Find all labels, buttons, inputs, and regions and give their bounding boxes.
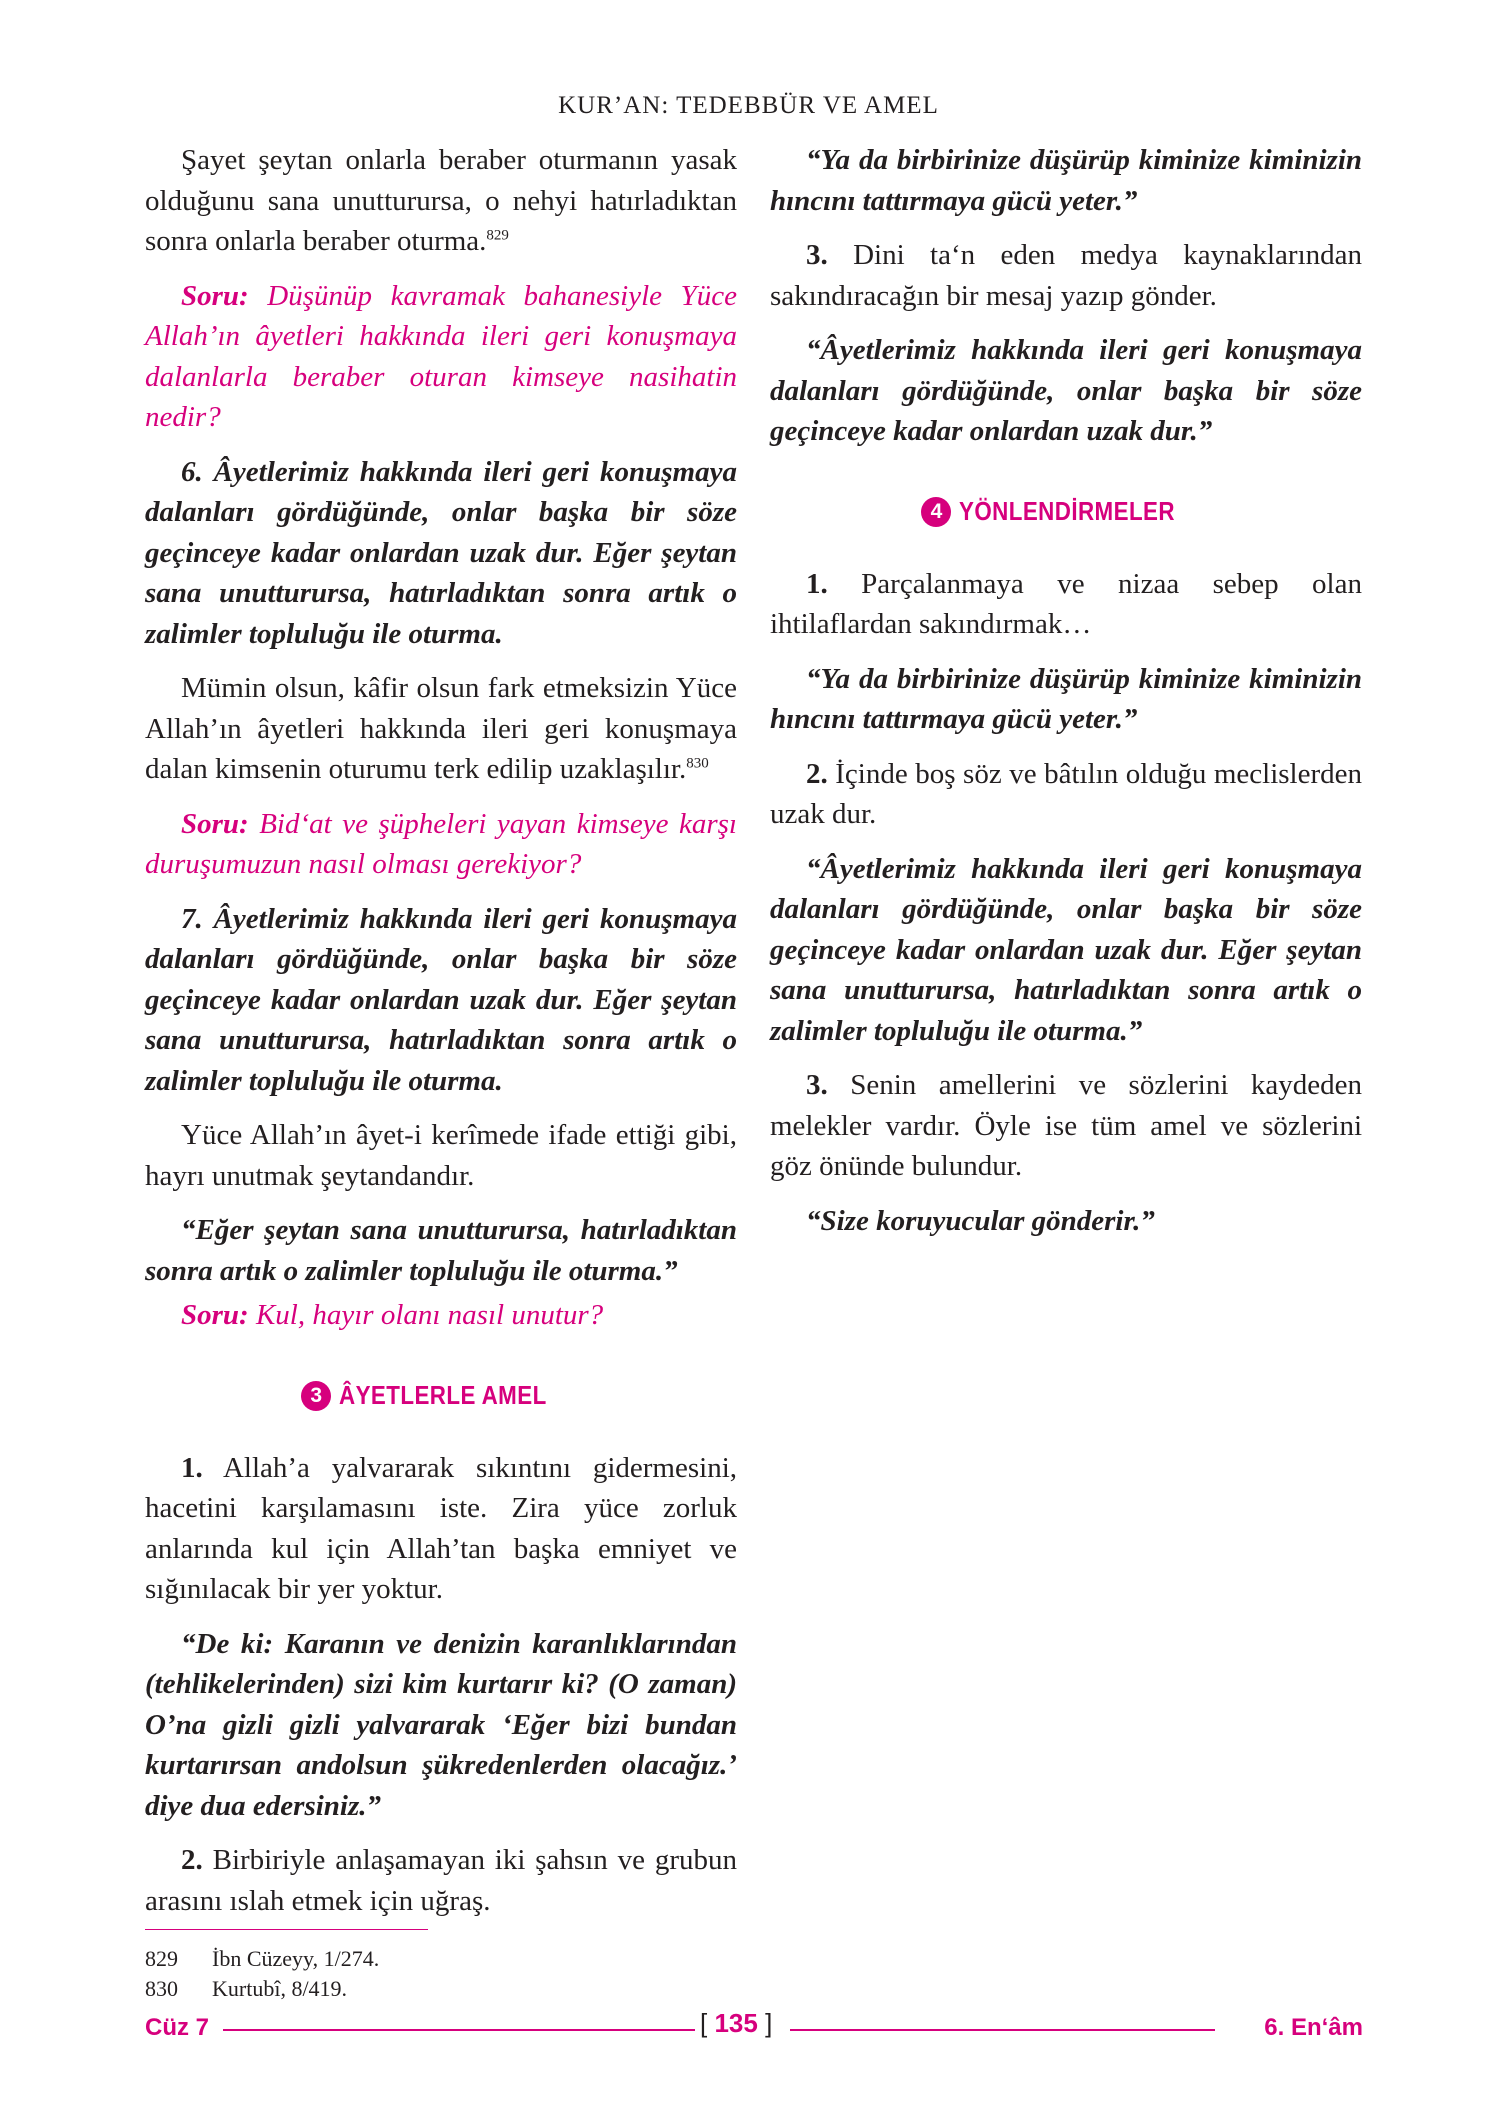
footer-rule-right (790, 2029, 1215, 2031)
section-title: ÂYETLERLE AMEL (339, 1380, 547, 1410)
section-number-badge: 3 (301, 1381, 331, 1411)
footnotes (145, 1944, 379, 2004)
item-text: Allah’a yalvararak sıkıntını gidermesini, hacetini karşılamasını iste. Zira yüce zorluk anlarında kul için Allah’tan başka emniyet ve sığınılacak bir yer yoktur. (145, 1451, 737, 1605)
question-label: Soru: (181, 279, 249, 312)
list-item (770, 235, 1362, 316)
bracket-open: [ (700, 2008, 708, 2038)
section-heading-3 (145, 1376, 737, 1416)
page-number-value: 135 (714, 2008, 758, 2038)
verse-block: 6. Âyetlerimiz hakkında ileri geri konuşmaya dalanları gördüğünde, onlar başka bir söze geçinceye kadar onlardan uzak dur. Eğer şeytan sana unutturursa, hatırladıktan sonra artık o zalimler topluluğu ile oturma. (145, 455, 737, 650)
question-label: Soru: (181, 1299, 249, 1331)
question-text: Bid‘at ve şüpheleri yayan kimseye karşı duruşumuzun nasıl olması gerekiyor? (145, 807, 737, 880)
right-column (770, 140, 1362, 1255)
footnote-text: Kurtubî, 8/419. (212, 1976, 348, 2001)
footnote (145, 1944, 379, 1974)
quote: “Âyetlerimiz hakkında ileri geri konuşmaya dalanları gördüğünde, onlar başka bir söze geçinceye kadar onlardan uzak dur. Eğer şeytan sana unutturursa, hatırladıktan sonra artık o zalimler topluluğu ile oturma.” (770, 852, 1362, 1047)
paragraph-text: Şayet şeytan onlarla beraber oturmanın yasak olduğunu sana unutturursa, o nehyi hatırladıktan sonra onlarla beraber oturma. (145, 144, 737, 257)
list-item (145, 1448, 737, 1610)
footnote-ref: 830 (686, 755, 709, 772)
footnote-text: İbn Cüzeyy, 1/274. (212, 1946, 380, 1971)
item-number: 3. (806, 239, 828, 271)
quote: “Âyetlerimiz hakkında ileri geri konuşmaya dalanları gördüğünde, onlar başka bir söze geçinceye kadar onlardan uzak dur.” (770, 334, 1362, 447)
footnote-number: 830 (145, 1976, 178, 2001)
item-text: Parçalanmaya ve nizaa sebep olan ihtilaflardan sakındırmak… (770, 567, 1362, 640)
quote: “Eğer şeytan sana unutturursa, hatırladıktan sonra artık o zalimler topluluğu ile oturma.” (145, 1214, 737, 1287)
item-number: 2. (806, 757, 828, 790)
question-text: Düşünüp kavramak bahanesiyle Yüce Allah’ın âyetleri hakkında ileri geri konuşmaya dalanlarla beraber oturan kimseye nasihatin nedir? (145, 279, 737, 433)
footnote-divider (145, 1929, 428, 1930)
surah-label: 6. En‘âm (1264, 2014, 1363, 2041)
quote: “Ya da birbirinize düşürüp kiminize kiminizin hıncını tattırmaya gücü yeter.” (770, 662, 1362, 735)
paragraph (145, 668, 737, 790)
section-title: YÖNLENDİRMELER (959, 496, 1176, 526)
item-text: Dini ta‘n eden medya kaynaklarından sakındıracağın bir mesaj yazıp gönder. (770, 239, 1362, 312)
juz-label: Cüz 7 (145, 2014, 210, 2041)
question (145, 276, 737, 438)
running-head: KUR’AN: TEDEBBÜR VE AMEL (558, 92, 939, 119)
page-number (700, 2008, 772, 2039)
paragraph-text: Mümin olsun, kâfir olsun fark etmeksizin Yüce Allah’ın âyetleri hakkında ileri geri konuşmaya dalan kimsenin oturumu terk edilip uzaklaşılır. (145, 672, 737, 785)
question (145, 1295, 737, 1336)
list-item (770, 1065, 1362, 1187)
quote: “Size koruyucular gönderir.” (806, 1204, 1155, 1237)
list-item (770, 754, 1362, 835)
question (145, 804, 737, 885)
list-item (145, 1840, 737, 1921)
left-column (145, 140, 737, 1935)
question-label: Soru: (181, 807, 249, 840)
footer-rule-left (223, 2029, 695, 2031)
section-heading-4 (770, 492, 1362, 532)
footnote (145, 1974, 379, 2004)
item-number: 3. (806, 1069, 828, 1101)
paragraph: Yüce Allah’ın âyet-i kerîmede ifade ettiği gibi, hayrı unutmak şeytandandır. (145, 1119, 737, 1192)
question-text: Kul, hayır olanı nasıl unutur? (248, 1299, 604, 1331)
quote: “Ya da birbirinize düşürüp kiminize kiminizin hıncını tattırmaya gücü yeter.” (770, 144, 1362, 217)
quote: “De ki: Karanın ve denizin karanlıklarından (tehlikelerinden) sizi kim kurtarır ki? (O zaman) O’na gizli gizli yalvararak ‘Eğer bizi bundan kurtarırsan andolsun şükredenlerden olacağız.’ diye dua edersiniz.” (145, 1627, 737, 1822)
item-text: Birbiriyle anlaşamayan iki şahsın ve grubun arasını ıslah etmek için uğraş. (145, 1844, 737, 1917)
item-number: 2. (181, 1844, 203, 1876)
item-number: 1. (806, 567, 828, 600)
page-footer (145, 2008, 1363, 2048)
list-item (770, 564, 1362, 645)
footnote-number: 829 (145, 1946, 178, 1971)
verse-block: 7. Âyetlerimiz hakkında ileri geri konuşmaya dalanları gördüğünde, onlar başka bir söze geçinceye kadar onlardan uzak dur. Eğer şeytan sana unutturursa, hatırladıktan sonra artık o zalimler topluluğu ile oturma. (145, 902, 737, 1097)
footnote-ref: 829 (486, 227, 509, 244)
item-text: İçinde boş söz ve bâtılın olduğu meclislerden uzak dur. (770, 757, 1362, 830)
item-number: 1. (181, 1451, 203, 1484)
section-number-badge: 4 (921, 497, 951, 527)
item-text: Senin amellerini ve sözlerini kaydeden melekler vardır. Öyle ise tüm amel ve sözlerini göz önünde bulundur. (770, 1069, 1362, 1182)
paragraph (145, 140, 737, 262)
bracket-close: ] (765, 2008, 773, 2038)
